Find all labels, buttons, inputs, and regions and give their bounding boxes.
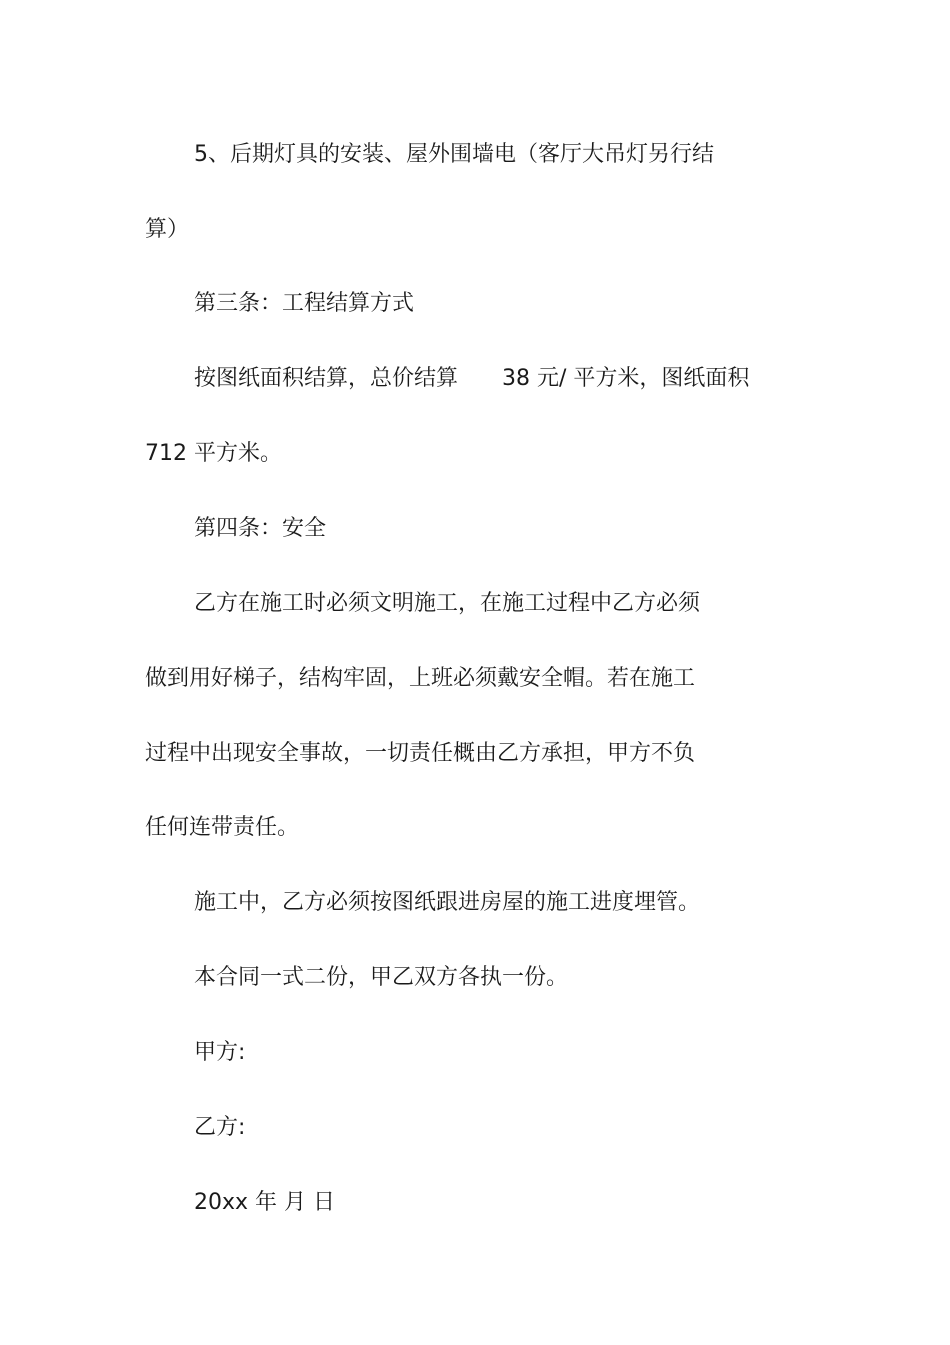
party-a-label: 甲方: — [194, 1040, 246, 1065]
article-4-line-3: 过程中出现安全事故，一切责任概由乙方承担，甲方不负 — [145, 741, 696, 766]
article-4-heading: 第四条：安全 — [194, 516, 327, 541]
article-4-line-2: 做到用好梯子，结构牢固，上班必须戴安全帽。若在施工 — [145, 666, 696, 691]
construction-note: 施工中，乙方必须按图纸跟进房屋的施工进度埋管。 — [194, 890, 701, 915]
article-4-line-1: 乙方在施工时必须文明施工，在施工过程中乙方必须 — [194, 591, 701, 616]
clause-5-line-1: 5、后期灯具的安装、屋外围墙电（客厅大吊灯另行结 — [194, 142, 714, 167]
article-3-heading: 第三条：工程结算方式 — [194, 291, 415, 316]
clause-5-line-2: 算） — [145, 217, 190, 242]
article-3-line-2: 712 平方米。 — [145, 441, 282, 466]
date-line: 20xx 年 月 日 — [194, 1190, 336, 1215]
copies-note: 本合同一式二份，甲乙双方各执一份。 — [194, 965, 569, 990]
article-4-line-4: 任何连带责任。 — [145, 815, 300, 840]
article-3-line-1: 按图纸面积结算，总价结算 38 元/ 平方米，图纸面积 — [194, 366, 750, 391]
party-b-label: 乙方: — [194, 1115, 246, 1140]
